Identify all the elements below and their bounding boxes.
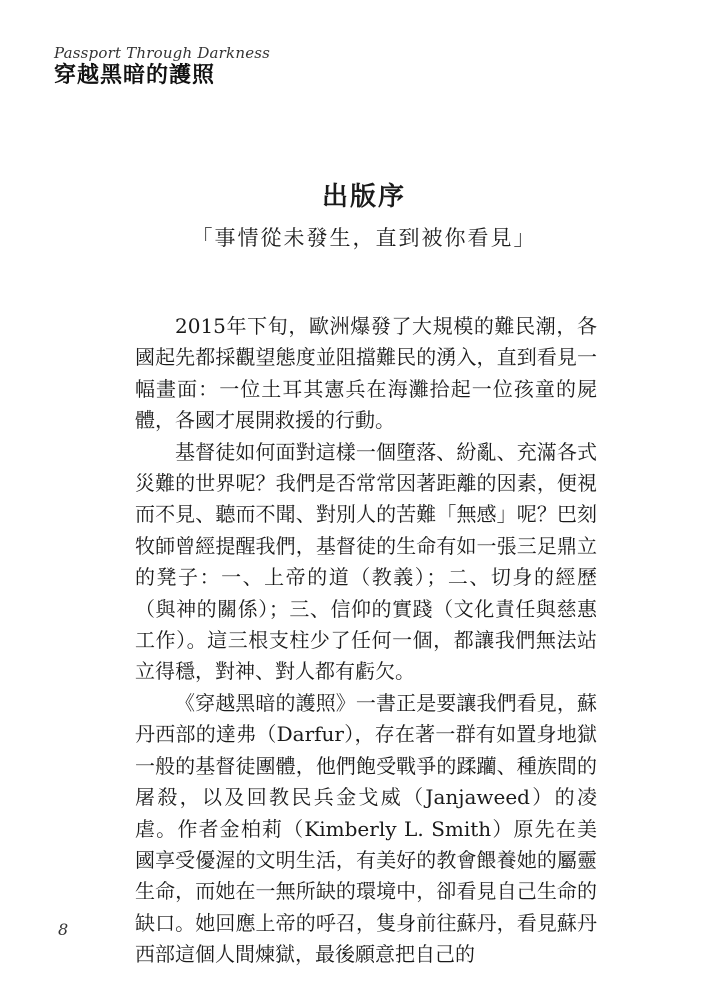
book-title-english: Passport Through Darkness [54, 44, 271, 62]
chapter-subtitle: 「事情從未發生，直到被你看見」 [191, 226, 537, 250]
page-number: 8 [58, 920, 69, 939]
chapter-title: 出版序 [321, 182, 406, 212]
paragraph: 2015年下旬，歐洲爆發了大規模的難民潮，各國起先都採觀望態度並阻擋難民的湧入，直到看見一幅畫面：一位土耳其憲兵在海灘拾起一位孩童的屍體，各國才展開救援的行動。 [135, 314, 597, 433]
paragraph: 《穿越黑暗的護照》一書正是要讓我們看見，蘇丹西部的達弗（Darfur），存在著一群有如置身地獄一般的基督徒團體，他們飽受戰爭的蹂躪、種族間的屠殺，以及回教民兵金戈威（Janjaweed）的凌虐。作者金柏莉（Kimberly L. Smith）原先在美國享受優渥的文明生活，有美好的教會餵養她的屬靈生命，而她在一無所缺的環境中，卻看見自己生命的缺口。她回應上帝的呼召，隻身前往蘇丹，看見蘇丹西部這個人間煉獄，最後願意把自己的 [135, 690, 597, 967]
paragraph: 基督徒如何面對這樣一個墮落、紛亂、充滿各式災難的世界呢？我們是否常常因著距離的因素，便視而不見、聽而不聞、對別人的苦難「無感」呢？巴刻牧師曾經提醒我們，基督徒的生命有如一張三足鼎立的凳子：一、上帝的道（教義）；二、切身的經歷（與神的關係）；三、信仰的實踐（文化責任與慈惠工作）。這三根支柱少了任何一個，都讓我們無法站立得穩，對神、對人都有虧欠。 [135, 439, 597, 684]
body-text [135, 311, 597, 971]
running-header [54, 44, 270, 89]
book-title-chinese: 穿越黑暗的護照 [54, 63, 216, 88]
